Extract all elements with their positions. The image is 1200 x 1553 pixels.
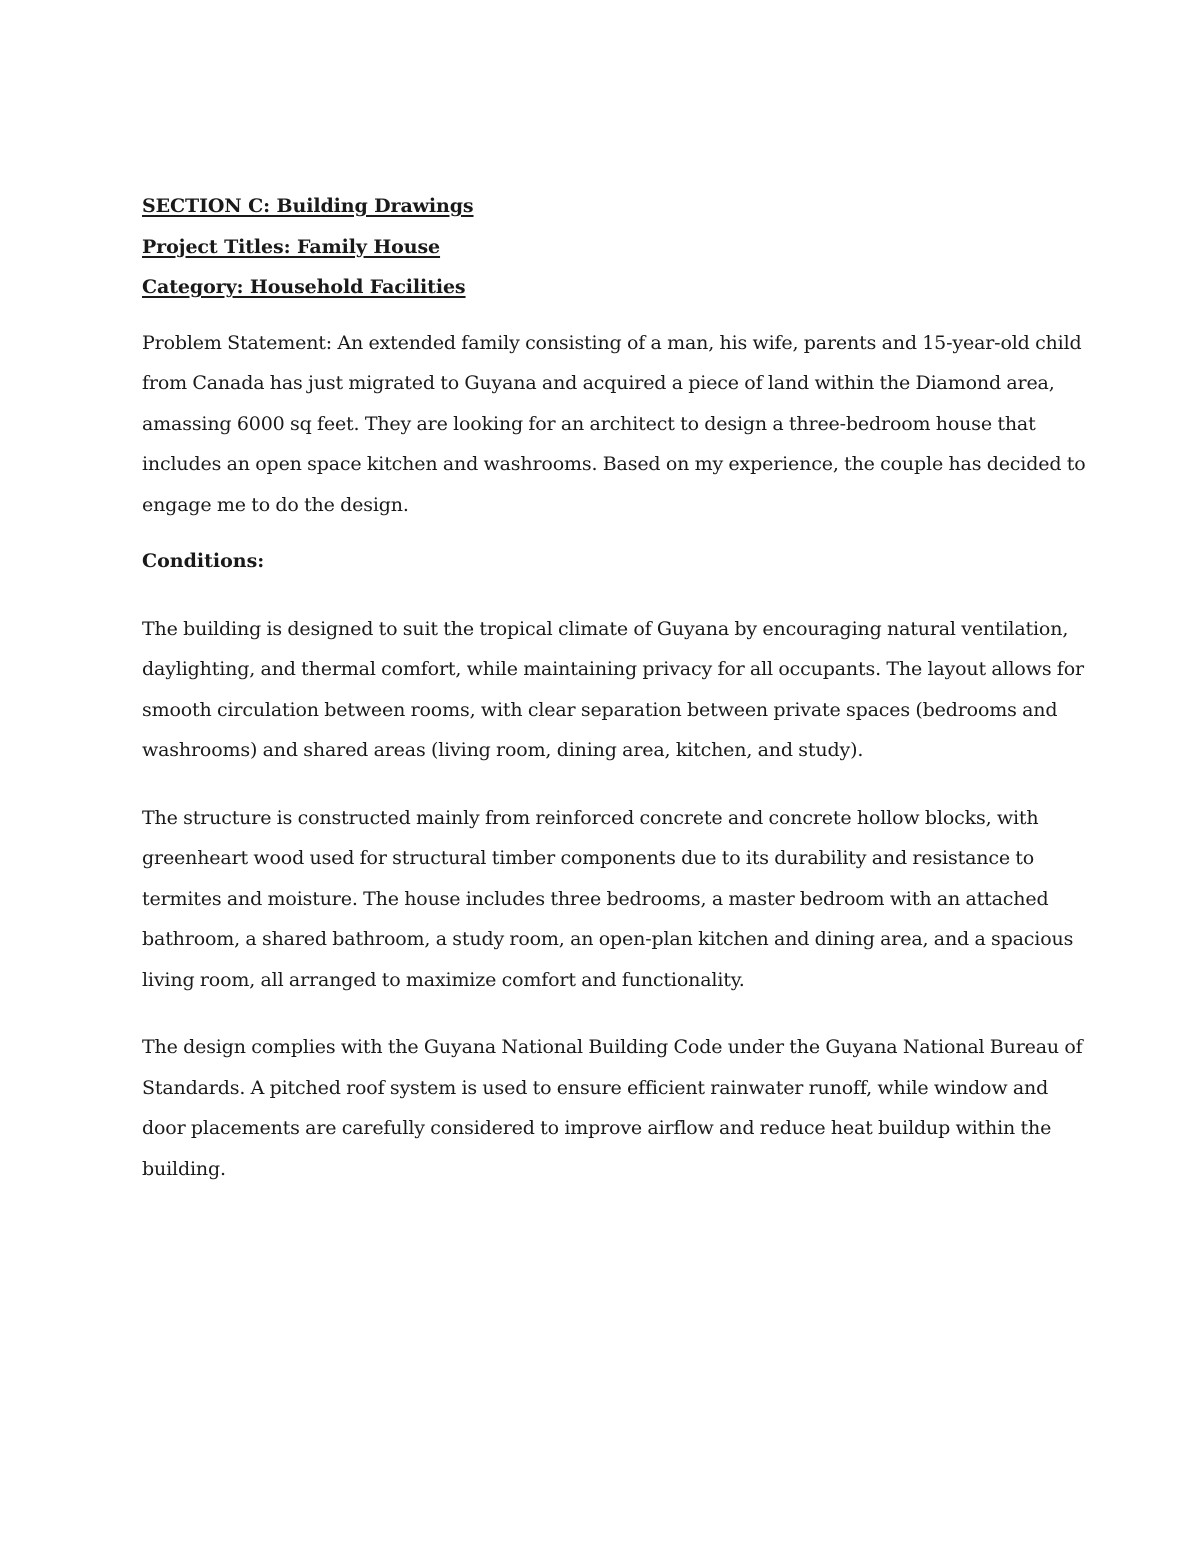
paragraph-line: smooth circulation between rooms, with clear separation between private spaces (bedrooms and	[142, 698, 1058, 721]
paragraph-line: greenheart wood used for structural timber components due to its durability and resistance to	[142, 847, 1035, 869]
paragraph-line: door placements are carefully considered to improve airflow and reduce heat buildup within the	[142, 1117, 1052, 1139]
paragraph-line: The building is designed to suit the tropical climate of Guyana by encouraging natural ventilation,	[142, 617, 1069, 640]
problem-line: includes an open space kitchen and washrooms. Based on my experience, the couple has decided to	[142, 453, 1086, 475]
paragraph-line: daylighting, and thermal comfort, while maintaining privacy for all occupants. The layout allows for	[142, 658, 1084, 680]
problem-line: amassing 6000 sq feet. They are looking for an architect to design a three-bedroom house that	[142, 412, 1036, 435]
paragraph-line: The structure is constructed mainly from reinforced concrete and concrete hollow blocks, with	[142, 806, 1039, 829]
problem-statement-paragraph	[142, 323, 1102, 526]
paragraph-line: bathroom, a shared bathroom, a study room, an open-plan kitchen and dining area, and a spacious	[142, 928, 1074, 950]
paragraph-line: washrooms) and shared areas (living room, dining area, kitchen, and study).	[142, 739, 864, 761]
paragraph-line: living room, all arranged to maximize comfort and functionality.	[142, 968, 745, 991]
code-compliance-paragraph	[142, 1027, 1102, 1189]
problem-line: engage me to do the design.	[142, 493, 409, 516]
document-page	[142, 186, 1102, 1189]
climate-paragraph	[142, 609, 1102, 771]
paragraph-line: building.	[142, 1157, 226, 1180]
problem-line: Problem Statement: An extended family consisting of a man, his wife, parents and 15-year-old child	[142, 331, 1082, 354]
category-heading: Category: Household Facilities	[142, 276, 466, 298]
paragraph-line: Standards. A pitched roof system is used to ensure efficient rainwater runoff, while window and	[142, 1076, 1049, 1099]
problem-line: from Canada has just migrated to Guyana and acquired a piece of land within the Diamond area,	[142, 372, 1055, 394]
paragraph-line: termites and moisture. The house includes three bedrooms, a master bedroom with an attached	[142, 887, 1049, 910]
conditions-label: Conditions:	[142, 550, 265, 572]
paragraph-line: The design complies with the Guyana National Building Code under the Guyana National Bureau of	[142, 1036, 1083, 1058]
structure-paragraph	[142, 798, 1102, 1001]
section-heading: SECTION C: Building Drawings	[142, 195, 474, 217]
project-title-heading: Project Titles: Family House	[142, 235, 441, 258]
